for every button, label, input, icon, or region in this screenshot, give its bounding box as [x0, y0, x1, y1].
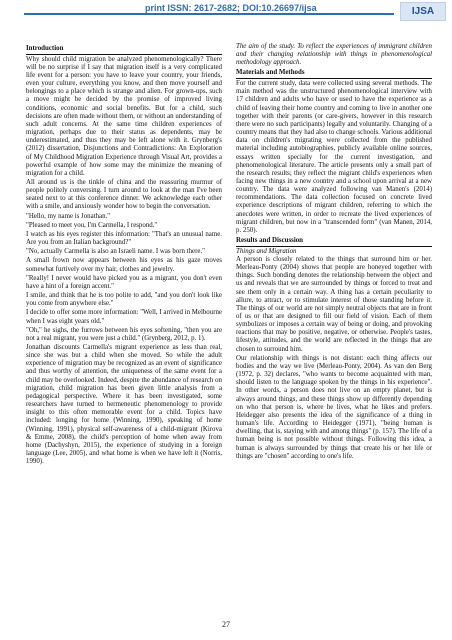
paragraph: "Pleased to meet you, I'm Carmella, I respond.": [26, 221, 158, 229]
page-number: 27: [222, 620, 230, 629]
paragraph: All around us is the tinkle of china and the reassuring murmur of people politely conversing. I turn around to look at the man I've been seated next to at this conference dinner. We acknowledge each other with a smile, and anxiously wonder how to begin the conversation.: [26, 179, 222, 211]
paragraph: "Really! I never would have picked you as a migrant, you don't even have a hint of a foreign accent.": [26, 274, 222, 290]
paragraph: "Hello, my name is Jonathan.": [26, 212, 111, 220]
paragraph: A person is closely related to the things that surround him or her. Merleau-Ponty (2004) shows that people are honeyed together with things. Such bonding denotes the relationship between the object and us and reveals that we are surrounded by things or forced to treat and see them only in a certain way. A thing has a certain peculiarity to allure, to attract, or to stimulate interest of those standing before it. The things of our world are not simply neutral objects that are in front of us or that are designed to fill our field of vision. Each of them symbolizes or imposes a certain way of being or doing, and provoking reactions that may be positive, negative, or otherwise. People's tastes, lifestyle, attitudes, and the world are reflected in the things that are chosen to surround him.: [236, 255, 432, 353]
page-header: [0, 0, 452, 40]
methods-heading: Materials and Methods: [236, 69, 432, 79]
results-heading: Results and Discussion: [236, 237, 432, 247]
paragraph: Jonathan discounts Carmella's migrant experience as less than real, since she was but a child when she moved. So while the adult experience of migration may be recognized as an event of significance and thus worthy of attention, the uniqueness of the same event for a child may be overlooked. Indeed, despite the abundance of research on migration, child migration has been given little analysis from a pedagogical perspective. Where it has been investigated, some researchers have turned to hermeneutic phenomenology to provide insight to this often memorable event for a child. Topics have included: longing for home (Winning, 1990), speaking of home (Winning, 1991), physical self-awareness of a child-migrant (Kirova & Emme, 2008), the child's perception of home when away from home (Dachyshyn, 2015), the experience of studying in a foreign language (Lee, 2005), and what home is when we have left it (Norris, 1990).: [26, 343, 222, 466]
journal-badge: IJSA: [400, 2, 446, 21]
study-aim: The aim of the study. To reflect the experiences of immigrant children and their changing relationship with things in phenomenological methodology approach.: [236, 43, 432, 67]
paragraph: "Oh," he sighs, the furrows between his eyes softening, "then you are not a real migrant, you were just a child." (Grynberg, 2012, p. 1).: [26, 326, 222, 342]
paragraph: A small frown now appears between his eyes as his gaze moves somewhat furtively over my hair, clothes and jewelry.: [26, 257, 222, 273]
results-subheading: Things and Migration: [236, 247, 297, 255]
paragraph: "No, actually Carmella is also an Israeli name. I was born there.": [26, 248, 205, 256]
paragraph: Our relationship with things is not distant: each thing affects our bodies and the way we live (Merleau-Ponty, 2004). As van den Berg (1972, p. 32) declares, "who wants to become acquainted with man, should listen to the language spoken by the things in his experience". In other words, a person does not live on an empty planet, but is always around things, and these things show up differently depending on who that person is, where he lives, what he likes and prefers. Heidegger also presents the idea of the significance of a thing in human's life. According to Heidegger (1971), "being human is dwelling, that is, staying with and among things" (p. 157). The life of a human being is not possible without things. Following this idea, a human is always surrounded by things that create his or her life or things are "chosen" according to one's life.: [236, 354, 432, 460]
header-rule: [24, 13, 394, 15]
left-column: [26, 43, 222, 613]
paragraph: For the current study, data were collected using several methods. The main method was the unstructured phenomenological interview with 17 children and adults who have or used to have the experience as a child of leaving their home country and coming to live in another one together with their parents (or care-givers, however in this research there were no such participants) legally and voluntarily. Changing of a country means that they had also to change schools. Various additional data on children's migrating were collected from the published material including autobiographies, publicly available online sources, essays written specially for the current investigation, and phenomenological literature. The article presents only a small part of the research results; they reflect the migrant child's experiences when facing new things in a new country and a school upon arrival at a new country. The data were analyzed following van Manen's (2014) recommendations. The data collection focused on concrete lived experience descriptions of migrant children, referring to which the anecdotes were written, in order to recreate the lived experiences of migrant children, but now in a "transcended form" (van Manen, 2014, p. 250).: [236, 80, 432, 234]
paragraph: Why should child migration be analyzed phenomenologically? There will be no surprise if I say that migration itself is a very complicated life event for a person: you have to leave your country, your friends, even your culture, everything you know, and then move yourself and belongings to a place which is strange and alien. For grown-ups, such a move might be decided by the promise of improved living conditions, economic and social benefits. But for a child, such decisions are often made without them, or without an understanding of such adult concerns. At the same time children experiences of migration, perhaps due to their status as dependents, may be underestimated, and thus they may be left alone with it. Grynberg's (2012) dissertation, Disjunctions and Contradictions: An Exploration of My Childhood Migration Experience through Visual Art, provides a powerful example of how some may the minimize the meaning of migration for a child.: [26, 55, 222, 177]
article-body: [26, 43, 432, 613]
right-column: [236, 43, 432, 613]
paragraph: I decide to offer some more information: "Well, I arrived in Melbourne when I was eight years old.": [26, 309, 222, 325]
issn-doi-line: print ISSN: 2617-2682; DOI:10.26697/ijsa: [145, 3, 317, 13]
paragraph: I watch as his eyes register this information: "That's an unusual name. Are you from an Italian background?": [26, 230, 222, 247]
introduction-heading: Introduction: [26, 45, 222, 55]
paragraph: I smile, and think that he is too polite to add, "and you don't look like you come from anywhere else.": [26, 292, 222, 308]
